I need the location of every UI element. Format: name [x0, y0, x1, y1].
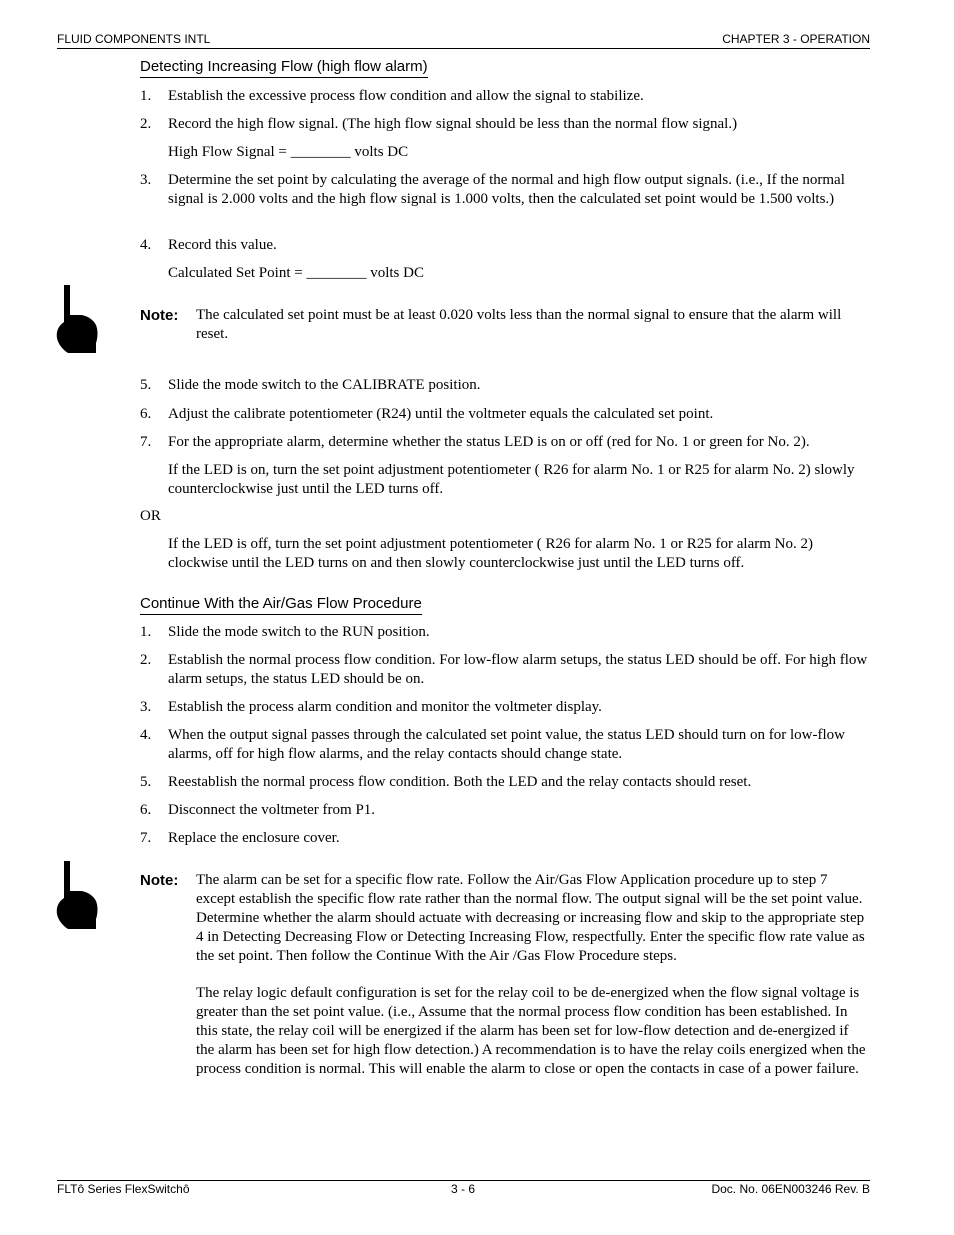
- pointing-hand-icon: [55, 283, 99, 355]
- page-header: [57, 31, 870, 49]
- led-off-instruction: If the LED is off, turn the set point adjustment potentiometer ( R26 for alarm No. 1 or R25 for alarm No. 2) clockwise until the LED turns on and then slowly counterclockwise just until the LED turns off.: [168, 536, 813, 571]
- high-flow-signal-field: High Flow Signal = ________ volts DC: [168, 144, 409, 160]
- note-label: Note:: [140, 307, 179, 324]
- list-item: 6. Disconnect the voltmeter from P1.: [140, 802, 376, 818]
- list-item: 7. For the appropriate alarm, determine whether the status LED is on or off (red for No. 1 or green for No. 2).: [140, 434, 810, 450]
- list-item: 3. Determine the set point by calculating the average of the normal and high flow output signals. (i.e., If the normal signal is 2.000 volts and the high flow signal is 1.000 volts, then the calculated set point would be 1.500 volts.): [140, 172, 845, 207]
- note-label: Note:: [140, 872, 179, 889]
- section-title-continue-procedure: Continue With the Air/Gas Flow Procedure: [140, 595, 422, 615]
- list-item: 2. Establish the normal process flow condition. For low-flow alarm setups, the status LED should be off. For high flow alarm setups, the status LED should be on.: [140, 652, 868, 687]
- list-item: 6. Adjust the calibrate potentiometer (R24) until the voltmeter equals the calculated set point.: [140, 406, 714, 422]
- footer-product: FLTô Series FlexSwitchô: [57, 1182, 190, 1196]
- footer-doc-number: Doc. No. 06EN003246 Rev. B: [711, 1182, 870, 1196]
- note-paragraph: The relay logic default configuration is set for the relay coil to be de-energized when the flow signal voltage is greater than the set point value. (i.e., Assume that the normal process flow condition has been established. In this state, the relay coil will be energized if the alarm has been set for low-flow detection and de-energized if the alarm has been set for high flow detection.) A recommendation is to have the relay coils energized when the process condition is normal. This will enable the alarm to close or open the contacts in case of a power failure.: [196, 985, 866, 1077]
- pointing-hand-icon: [55, 859, 99, 931]
- list-item: 7. Replace the enclosure cover.: [140, 830, 340, 846]
- list-item: 2. Record the high flow signal. (The high flow signal should be less than the normal flow signal.): [140, 116, 738, 132]
- header-chapter: CHAPTER 3 - OPERATION: [722, 32, 870, 46]
- header-company: FLUID COMPONENTS INTL: [57, 32, 211, 46]
- note-paragraph: The alarm can be set for a specific flow rate. Follow the Air/Gas Flow Application procedure up to step 7 except establish the specific flow rate rather than the normal flow. The output signal will be the set point value. Determine whether the alarm should actuate with decreasing or increasing flow and skip to the appropriate step 4 in Detecting Decreasing Flow or Detecting Increasing Flow, respectfully. Enter the specific flow rate value as the set point. Then follow the Continue With the Air /Gas Flow Procedure steps.: [196, 872, 865, 964]
- or-separator: OR: [140, 508, 161, 524]
- calculated-set-point-field: Calculated Set Point = ________ volts DC: [168, 265, 424, 281]
- list-item: 1. Establish the excessive process flow condition and allow the signal to stabilize.: [140, 88, 644, 104]
- page-number: 3 - 6: [451, 1182, 476, 1196]
- list-item: 1. Slide the mode switch to the RUN position.: [140, 624, 430, 640]
- list-item: 4. When the output signal passes through the calculated set point value, the status LED should turn on for low-flow alarms, off for high flow alarms, and the relay contacts should change state.: [140, 727, 845, 762]
- note-flow-rate: [140, 871, 870, 1097]
- page-footer: [57, 1180, 870, 1199]
- list-item: 5. Reestablish the normal process flow condition. Both the LED and the relay contacts should reset.: [140, 774, 752, 790]
- list-item: 4. Record this value.: [140, 237, 277, 253]
- section-title-increasing-flow: Detecting Increasing Flow (high flow alarm): [140, 58, 428, 78]
- led-on-instruction: If the LED is on, turn the set point adjustment potentiometer ( R26 for alarm No. 1 or R25 for alarm No. 2) slowly counterclockwise just until the LED turns off.: [168, 462, 855, 497]
- list-item: 3. Establish the process alarm condition and monitor the voltmeter display.: [140, 699, 602, 715]
- list-item: 5. Slide the mode switch to the CALIBRATE position.: [140, 377, 481, 393]
- note-set-point: Note: The calculated set point must be at least 0.020 volts less than the normal signal to ensure that the alarm will reset.: [140, 307, 842, 342]
